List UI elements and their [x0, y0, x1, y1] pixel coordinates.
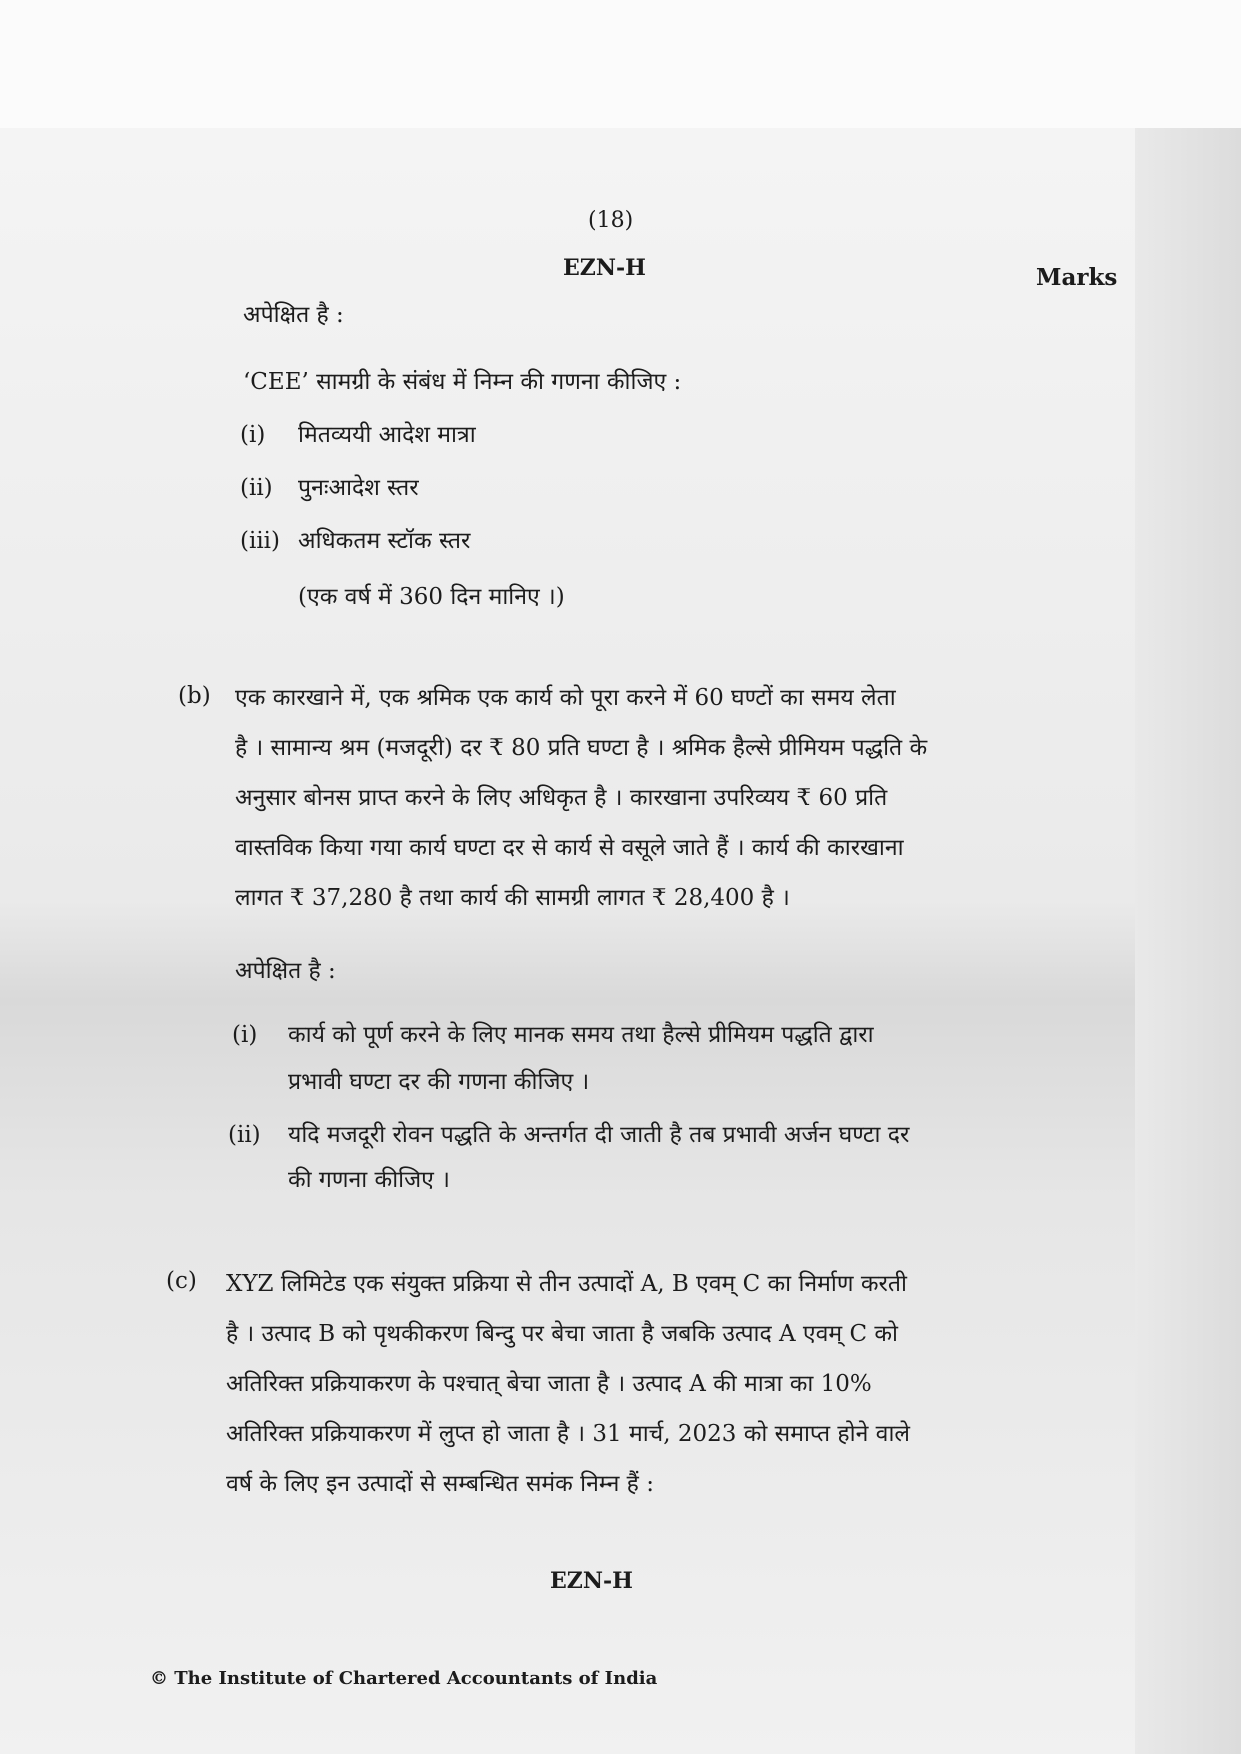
list-item-number: (ii): [240, 475, 273, 501]
question-b-paragraph: [235, 673, 1010, 923]
scan-page-edge: [1135, 128, 1241, 1754]
paragraph-line: XYZ लिमिटेड एक संयुक्त प्रक्रिया से तीन उत्पादों A, B एवम् C का निर्माण करती: [226, 1271, 907, 1297]
list-item-text: यदि मजदूरी रोवन पद्धति के अन्तर्गत दी जाती है तब प्रभावी अर्जन घण्टा दर: [288, 1122, 910, 1148]
paper-code-header: EZN-H: [563, 255, 646, 281]
paragraph-line: अतिरिक्त प्रक्रियाकरण में लुप्त हो जाता है । 31 मार्च, 2023 को समाप्त होने वाले: [226, 1421, 911, 1447]
paragraph-line: अनुसार बोनस प्राप्त करने के लिए अधिकृत है । कारखाना उपरिव्यय ₹ 60 प्रति: [235, 785, 888, 811]
required-label: अपेक्षित है :: [243, 302, 344, 328]
paragraph-line: एक कारखाने में, एक श्रमिक एक कार्य को पूरा करने में 60 घण्टों का समय लेता: [235, 685, 896, 711]
list-item-text: प्रभावी घण्टा दर की गणना कीजिए ।: [288, 1069, 590, 1095]
marks-column-label: Marks: [1036, 264, 1118, 291]
paragraph-line: अतिरिक्त प्रक्रियाकरण के पश्चात् बेचा जाता है । उत्पाद A की मात्रा का 10%: [226, 1371, 872, 1397]
scan-top-margin: [0, 0, 1241, 128]
list-item-text: पुनःआदेश स्तर: [298, 475, 419, 501]
question-label-c: (c): [166, 1268, 197, 1294]
paragraph-line: वास्तविक किया गया कार्य घण्टा दर से कार्य से वसूले जाते हैं । कार्य की कारखाना: [235, 835, 904, 861]
list-item-text: की गणना कीजिए ।: [288, 1167, 450, 1193]
list-item-number: (i): [240, 422, 266, 448]
paragraph-line: है । उत्पाद B को पृथकीकरण बिन्दु पर बेचा जाता है जबकि उत्पाद A एवम् C को: [226, 1321, 899, 1347]
paper-code-footer: EZN-H: [550, 1568, 633, 1594]
assumption-note: (एक वर्ष में 360 दिन मानिए ।): [298, 584, 565, 610]
paragraph-line: वर्ष के लिए इन उत्पादों से सम्बन्धित समंक निम्न हैं :: [226, 1471, 654, 1497]
list-item-number: (ii): [228, 1122, 261, 1148]
question-label-b: (b): [178, 683, 211, 709]
question-instruction: ‘CEE’ सामग्री के संबंध में निम्न की गणना कीजिए :: [243, 369, 682, 395]
required-label: अपेक्षित है :: [235, 958, 336, 984]
page-number: (18): [588, 208, 634, 233]
list-item-text: मितव्ययी आदेश मात्रा: [298, 422, 476, 448]
list-item-number: (i): [232, 1022, 258, 1048]
question-c-paragraph: [226, 1259, 1001, 1509]
paragraph-line: लागत ₹ 37,280 है तथा कार्य की सामग्री लागत ₹ 28,400 है ।: [235, 885, 790, 911]
copyright-notice: © The Institute of Chartered Accountants of India: [150, 1668, 658, 1689]
list-item-text: अधिकतम स्टॉक स्तर: [298, 528, 471, 554]
list-item-text: कार्य को पूर्ण करने के लिए मानक समय तथा हैल्से प्रीमियम पद्धति द्वारा: [288, 1022, 874, 1048]
paragraph-line: है । सामान्य श्रम (मजदूरी) दर ₹ 80 प्रति घण्टा है । श्रमिक हैल्से प्रीमियम पद्धति के: [235, 735, 928, 761]
list-item-number: (iii): [240, 528, 281, 554]
